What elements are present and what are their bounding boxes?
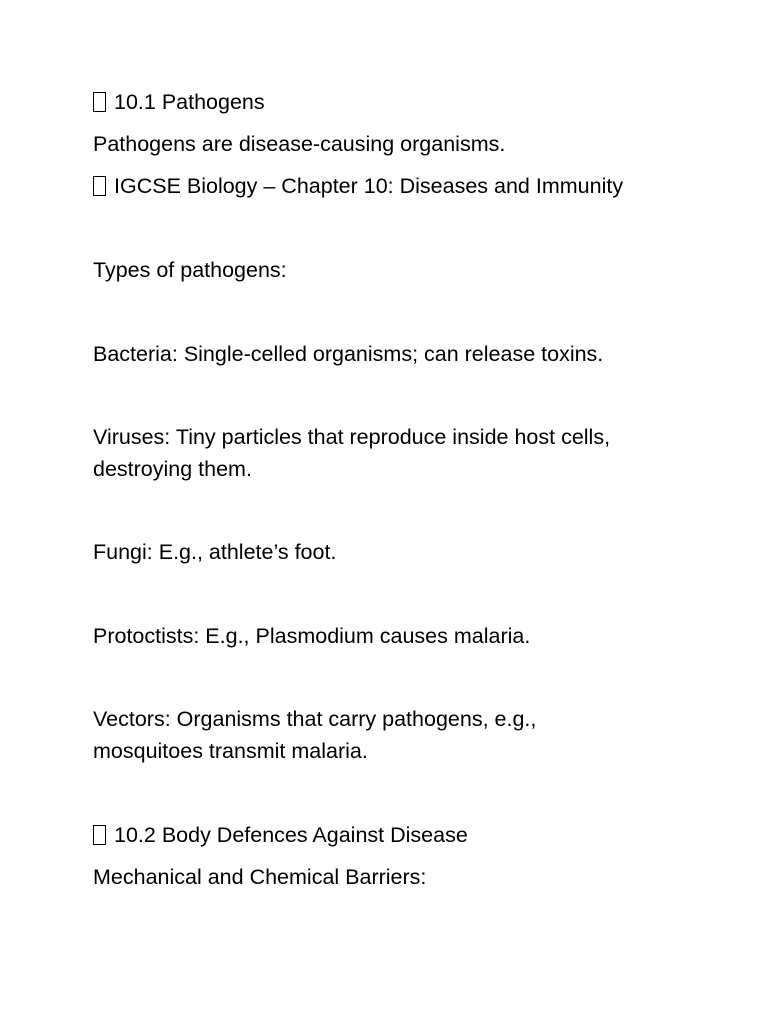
section-heading-text: 10.1 Pathogens [114, 90, 265, 114]
missing-glyph-icon [93, 176, 106, 196]
missing-glyph-icon [93, 825, 106, 845]
viruses-line-1: Viruses: Tiny particles that reproduce inside host cells, [93, 425, 611, 449]
missing-glyph-icon [93, 92, 106, 112]
vectors-line-2: mosquitoes transmit malaria. [93, 739, 368, 763]
vectors-line-1: Vectors: Organisms that carry pathogens, e.g., [93, 707, 537, 731]
section-heading-defences [93, 819, 693, 851]
bacteria-line: Bacteria: Single-celled organisms; can release toxins. [93, 342, 604, 366]
section-heading-pathogens [93, 86, 693, 118]
types-label: Types of pathogens: [93, 258, 287, 282]
protoctists-line: Protoctists: E.g., Plasmodium causes malaria. [93, 624, 531, 648]
fungi-line: Fungi: E.g., athlete’s foot. [93, 540, 337, 564]
chapter-title [93, 170, 693, 202]
barriers-line: Mechanical and Chemical Barriers: [93, 865, 427, 889]
chapter-title-text: IGCSE Biology – Chapter 10: Diseases and Immunity [114, 174, 624, 198]
definition-line: Pathogens are disease-causing organisms. [93, 132, 506, 156]
section-heading-text: 10.2 Body Defences Against Disease [114, 823, 468, 847]
viruses-line-2: destroying them. [93, 457, 252, 481]
